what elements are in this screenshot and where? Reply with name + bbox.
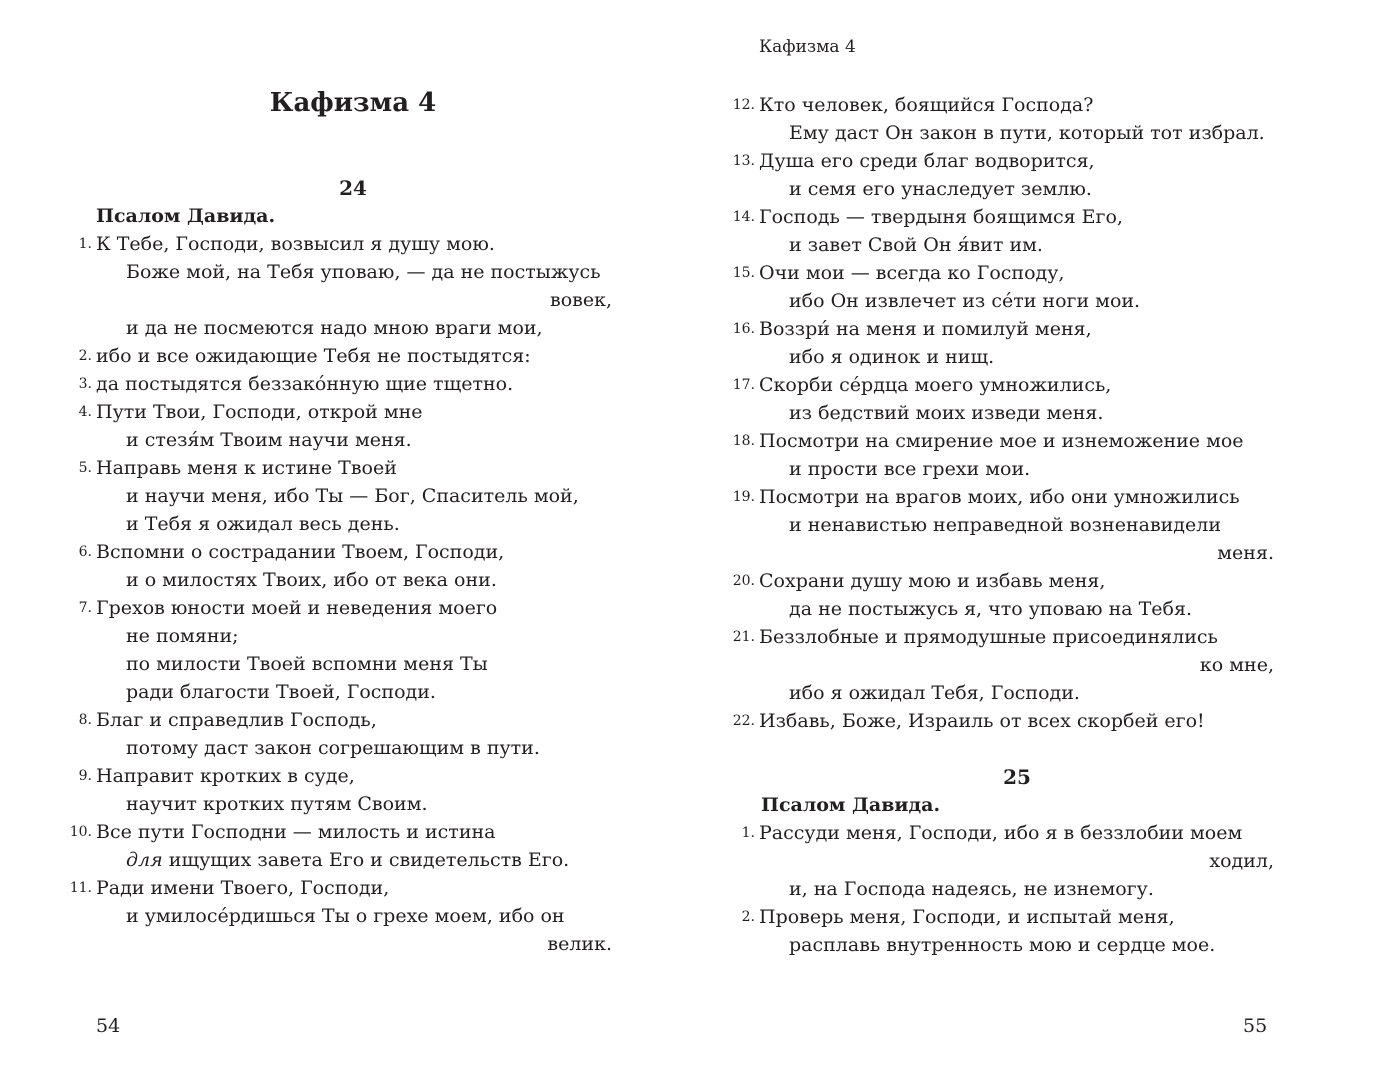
verse-number: 15. <box>732 265 755 281</box>
italic-insertion: для <box>126 849 163 871</box>
verse-text: Вспомни о сострадании Твоем, Господи, <box>96 541 505 563</box>
verse-continuation <box>96 678 612 706</box>
verse-text: научит кротких путям Своим. <box>126 793 428 815</box>
verse-continuation <box>759 231 1274 259</box>
verse-continuation <box>96 510 612 538</box>
verse-text: Скорби се́рдца моего умножились, <box>759 374 1112 396</box>
verse-text: да постыдятся беззако́нную щие тщетно. <box>96 373 514 395</box>
page-number: 54 <box>96 1015 121 1037</box>
verse-text: и прости все грехи мои. <box>789 458 1031 480</box>
verse-line <box>78 230 612 258</box>
verse-text: и завет Свой Он я́вит им. <box>789 234 1043 256</box>
verse-text: Боже мой, на Тебя уповаю, — да не постыжусь <box>126 261 601 283</box>
verse-continuation <box>96 258 612 286</box>
verse-text: ибо я одинок и нищ. <box>789 346 995 368</box>
verse-continuation <box>96 650 612 678</box>
verse-line <box>78 370 612 398</box>
verse-text: ищущих завета Его и свидетельств Его. <box>162 849 570 871</box>
verse-text: меня. <box>1217 542 1274 564</box>
verse-number: 2. <box>741 909 755 925</box>
verse-number: 2. <box>78 348 92 364</box>
verse-text: и научи меня, ибо Ты — Бог, Спаситель мой, <box>126 485 579 507</box>
verse-text: из бедствий моих изведи меня. <box>789 402 1104 424</box>
verse-line <box>732 371 1274 399</box>
verse-text: по милости Твоей вспомни меня Ты <box>126 653 488 675</box>
verse-line <box>741 903 1274 931</box>
verse-line <box>732 707 1274 735</box>
verse-number: 3. <box>78 376 92 392</box>
psalm-number: 24 <box>339 176 367 200</box>
verse-text: Господь — твердыня боящимся Его, <box>759 206 1123 228</box>
verse-line <box>732 91 1274 119</box>
verse-text: Ради имени Твоего, Господи, <box>96 877 390 899</box>
verse-text: потому даст закон согрешающим в пути. <box>126 737 540 759</box>
verse-text: ибо Он извлечет из се́ти ноги мои. <box>789 290 1141 312</box>
right-page <box>691 0 1382 1080</box>
verse-text: Воззри́ на меня и помилуй меня, <box>759 318 1092 340</box>
verse-continuation <box>96 482 612 510</box>
verse-line <box>78 762 612 790</box>
verse-wrap-end <box>96 286 612 314</box>
verse-number: 18. <box>732 433 755 449</box>
verse-text: вовек, <box>550 289 612 311</box>
verse-continuation <box>96 734 612 762</box>
verse-line <box>732 567 1274 595</box>
verse-continuation <box>96 902 612 930</box>
verse-text: ибо и все ожидающие Тебя не постыдятся: <box>96 345 531 367</box>
verse-text: и ненавистью неправедной возненавидели <box>789 514 1221 536</box>
verse-continuation <box>759 875 1274 903</box>
verse-number: 17. <box>732 377 755 393</box>
verse-continuation <box>759 511 1274 539</box>
verse-number: 9. <box>78 768 92 784</box>
verse-number: 13. <box>732 153 755 169</box>
verse-continuation <box>96 790 612 818</box>
verse-continuation <box>96 566 612 594</box>
verse-text: Сохрани душу мою и избавь меня, <box>759 570 1106 592</box>
verse-line <box>69 874 612 902</box>
verse-wrap-end <box>759 651 1274 679</box>
verse-number: 1. <box>741 825 755 841</box>
kathisma-title: Кафизма 4 <box>269 88 437 118</box>
verse-number: 6. <box>78 544 92 560</box>
psalm-number: 25 <box>1003 765 1031 789</box>
verse-text: и да не посмеются надо мною враги мои, <box>126 317 543 339</box>
verse-number: 16. <box>732 321 755 337</box>
verse-line <box>78 454 612 482</box>
verse-continuation <box>759 679 1274 707</box>
verse-text: Ему даст Он закон в пути, который тот избрал. <box>789 122 1265 144</box>
verse-text: и умилосе́рдишься Ты о грехе моем, ибо он <box>126 905 565 927</box>
verse-text: велик. <box>547 933 612 955</box>
verse-number: 5. <box>78 460 92 476</box>
verse-line <box>732 147 1274 175</box>
verse-text: и о милостях Твоих, ибо от века они. <box>126 569 497 591</box>
verse-line <box>741 819 1274 847</box>
verse-wrap-end <box>96 930 612 958</box>
verse-line <box>78 706 612 734</box>
verse-number: 12. <box>732 97 755 113</box>
verse-text: да не постыжусь я, что уповаю на Тебя. <box>789 598 1192 620</box>
verse-text: Грехов юности моей и неведения моего <box>96 597 498 619</box>
verse-number: 10. <box>69 824 92 840</box>
verse-line <box>732 259 1274 287</box>
verse-text: ходил, <box>1209 850 1274 872</box>
verse-list <box>732 91 1274 735</box>
verse-continuation <box>96 314 612 342</box>
verse-text: Очи мои — всегда ко Господу, <box>759 262 1065 284</box>
verse-number: 20. <box>732 573 755 589</box>
verse-list <box>69 230 612 958</box>
verse-text: Душа его среди благ водворится, <box>759 150 1095 172</box>
verse-text: Благ и справедлив Господь, <box>96 709 377 731</box>
verse-text: Направит кротких в суде, <box>96 765 355 787</box>
verse-text: Направь меня к истине Твоей <box>96 457 397 479</box>
verse-text: ко мне, <box>1199 654 1274 676</box>
verse-text: ради благости Твоей, Господи. <box>126 681 436 703</box>
verse-continuation <box>96 846 612 874</box>
verse-number: 22. <box>732 713 755 729</box>
verse-number: 7. <box>78 600 92 616</box>
verse-text: и, на Господа надеясь, не изнемогу. <box>789 878 1154 900</box>
verse-line <box>732 315 1274 343</box>
verse-continuation <box>759 399 1274 427</box>
verse-number: 11. <box>69 880 92 896</box>
verse-number: 14. <box>732 209 755 225</box>
verse-text: и Тебя я ожидал весь день. <box>126 513 400 535</box>
verse-number: 1. <box>78 236 92 252</box>
page-number: 55 <box>1243 1015 1268 1037</box>
verse-text: Избавь, Боже, Израиль от всех скорбей его! <box>759 710 1205 732</box>
verse-number: 4. <box>78 404 92 420</box>
verse-text: не помяни; <box>126 625 239 647</box>
verse-continuation <box>759 595 1274 623</box>
verse-line <box>78 342 612 370</box>
verse-wrap-end <box>759 539 1274 567</box>
verse-line <box>732 483 1274 511</box>
verse-text: Проверь меня, Господи, и испытай меня, <box>759 906 1175 928</box>
verse-continuation <box>759 175 1274 203</box>
verse-text: К Тебе, Господи, возвысил я душу мою. <box>96 233 495 255</box>
psalm-heading: Псалом Давида. <box>96 205 276 227</box>
verse-text: Все пути Господни — милость и истина <box>96 821 496 843</box>
verse-line <box>78 594 612 622</box>
verse-number: 19. <box>732 489 755 505</box>
verse-text: и стезя́м Твоим научи меня. <box>126 429 412 451</box>
verse-line <box>732 623 1274 651</box>
verse-line <box>78 538 612 566</box>
verse-wrap-end <box>759 847 1274 875</box>
verse-continuation <box>96 426 612 454</box>
verse-continuation <box>759 343 1274 371</box>
verse-continuation <box>759 287 1274 315</box>
verse-line <box>78 398 612 426</box>
verse-list <box>741 819 1274 959</box>
verse-text: Посмотри на врагов моих, ибо они умножились <box>759 486 1240 508</box>
verse-line <box>732 203 1274 231</box>
verse-continuation <box>96 622 612 650</box>
verse-text: Кто человек, боящийся Господа? <box>759 94 1094 116</box>
verse-continuation <box>759 931 1274 959</box>
verse-continuation <box>759 119 1274 147</box>
verse-text: Пути Твои, Господи, открой мне <box>96 401 423 423</box>
verse-text: расплавь внутренность мою и сердце мое. <box>789 934 1216 956</box>
verse-text: Посмотри на смирение мое и изнеможение мое <box>759 430 1244 452</box>
verse-number: 8. <box>78 712 92 728</box>
verse-number: 21. <box>732 629 755 645</box>
psalm-heading: Псалом Давида. <box>761 794 941 816</box>
verse-continuation <box>759 455 1274 483</box>
verse-text: Рассуди меня, Господи, ибо я в беззлобии моем <box>759 822 1243 844</box>
verse-line <box>69 818 612 846</box>
running-head: Кафизма 4 <box>759 37 856 57</box>
verse-text: и семя его унаследует землю. <box>789 178 1092 200</box>
verse-line <box>732 427 1274 455</box>
verse-text: Беззлобные и прямодушные присоединялись <box>759 626 1218 648</box>
verse-text: ибо я ожидал Тебя, Господи. <box>789 682 1080 704</box>
